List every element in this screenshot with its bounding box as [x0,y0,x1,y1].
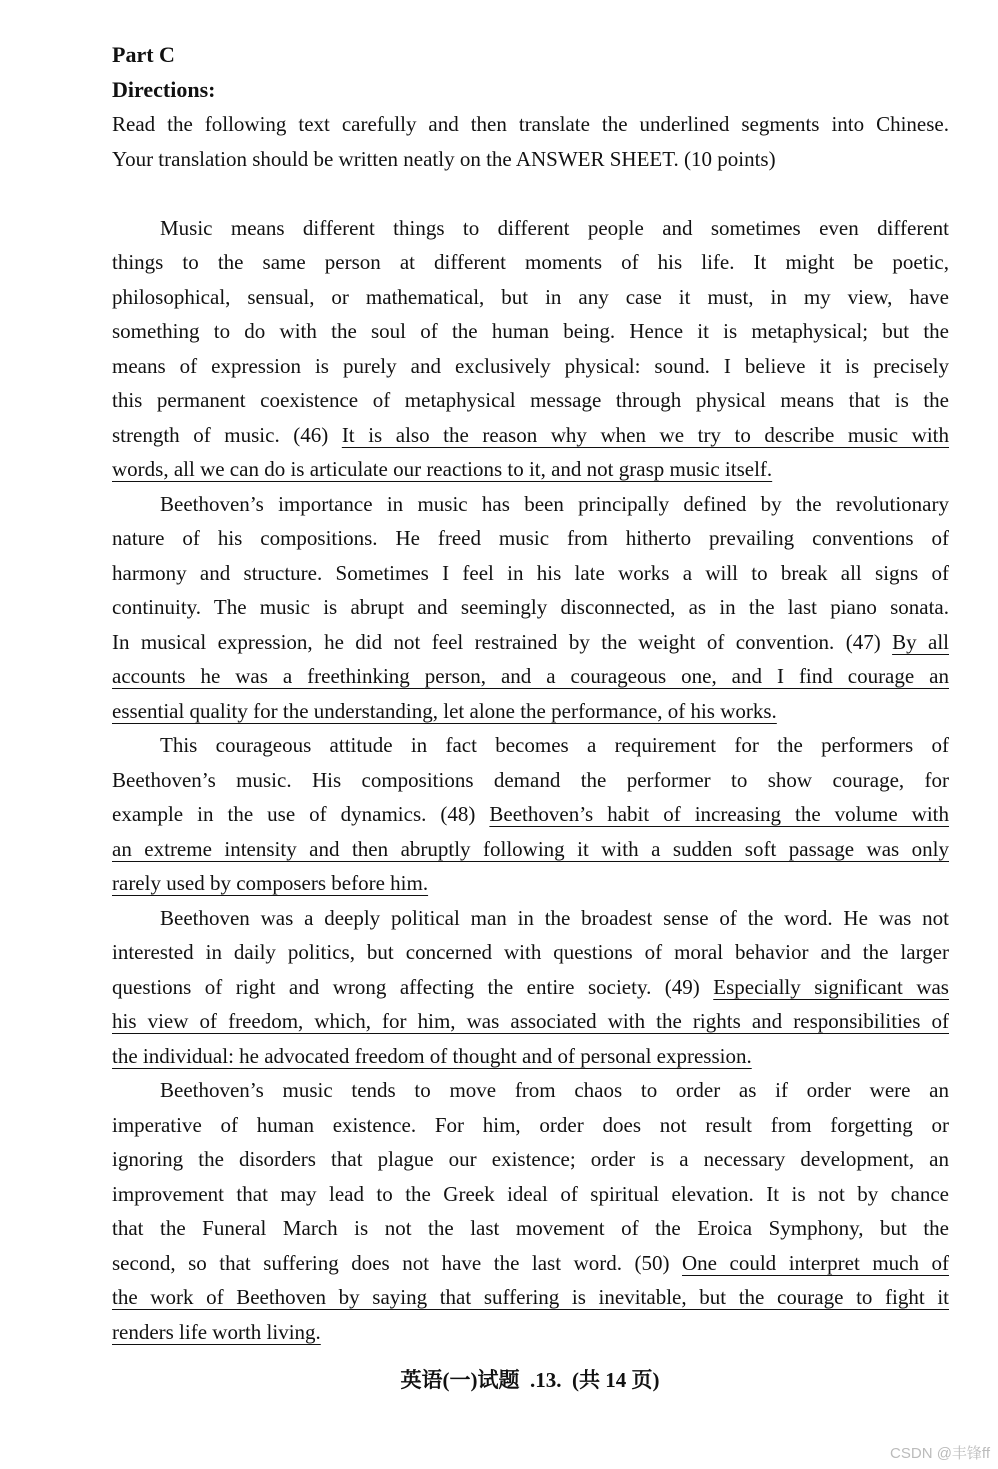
plain-text: Beethoven’s music tends to move from chaos to order as if order were an [160,1078,949,1102]
underlined-segment: Especially significant was [713,974,949,999]
plain-text: nature of his compositions. He freed music from hitherto prevailing conventions of [112,526,949,550]
underlined-segment: the work of Beethoven by saying that suffering is inevitable, but the courage to fight it [112,1285,949,1309]
text-line [112,935,949,970]
part-heading: Part C [112,42,175,67]
underlined-segment: renders life worth living. [112,1319,321,1344]
plain-text: second, so that suffering does not have the last word. (50) [112,1250,683,1275]
plain-text: In musical expression, he did not feel restrained by the weight of convention. (47) [112,629,893,654]
plain-text: means of expression is purely and exclusively physical: sound. I believe it is precisely [112,353,949,378]
text-line [112,625,949,660]
text-line [112,245,949,280]
plain-text: ignoring the disorders that plague our existence; order is a necessary development, an [112,1147,949,1171]
underlined-segment: accounts he was a freethinking person, and a courageous one, and I find courage an [112,664,949,688]
text-line [112,1280,949,1315]
plain-text: Music means different things to different people and sometimes even different [160,215,949,240]
directions-line: Your translation should be written neatly on the ANSWER SHEET. (10 points) [112,146,776,171]
text-line [112,1246,949,1281]
underlined-segment: rarely used by composers before him. [112,871,429,895]
text-line [112,349,949,384]
underlined-segment: One could interpret much of [682,1250,949,1275]
text-line [112,314,949,349]
paragraph [112,728,949,901]
plain-text: Beethoven’s importance in music has been principally defined by the revolutionary [160,491,949,516]
directions-line: Read the following text carefully and then translate the underlined segments into Chinese. [112,112,949,136]
text-line [112,866,949,901]
text-line [112,1004,949,1039]
text-line [112,1073,949,1108]
text-line [112,797,949,832]
text-line [112,1211,949,1246]
paragraph [112,211,949,487]
page-footer: 英语(一)试题 .13. (共 14 页) [400,1368,660,1392]
text-line [112,1039,949,1074]
text-line [112,728,949,763]
underlined-segment: his view of freedom, which, for him, was associated with the rights and responsibilities of [112,1009,949,1033]
plain-text: example in the use of dynamics. (48) [112,802,490,826]
underlined-segment: essential quality for the understanding, let alone the performance, of his works. [112,698,777,723]
text-line [112,383,949,418]
plain-text: this permanent coexistence of metaphysical message through physical means that is the [112,388,949,412]
plain-text: Beethoven’s music. His compositions demand the performer to show courage, for [112,767,949,792]
underlined-segment: By all [892,629,949,654]
text-line [112,590,949,625]
text-line [112,763,949,798]
text-line [112,1177,949,1212]
plain-text: something to do with the soul of the human being. Hence it is metaphysical; but the [112,319,949,343]
plain-text: imperative of human existence. For him, order does not result from forgetting or [112,1112,949,1137]
paragraph [112,487,949,729]
plain-text: philosophical, sensual, or mathematical, but in any case it must, in my view, have [112,284,949,309]
plain-text: improvement that may lead to the Greek ideal of spiritual elevation. It is not by chance [112,1181,949,1206]
text-line [112,970,949,1005]
plain-text: harmony and structure. Sometimes I feel in his late works a will to break all signs of [112,560,949,585]
plain-text: interested in daily politics, but concerned with questions of moral behavior and the larger [112,940,949,964]
plain-text: continuity. The music is abrupt and seemingly disconnected, as in the last piano sonata. [112,595,949,619]
plain-text: questions of right and wrong affecting the entire society. (49) [112,974,714,999]
underlined-segment: the individual: he advocated freedom of thought and of personal expression. [112,1043,752,1068]
exam-page [112,38,949,1349]
text-line [112,556,949,591]
text-line [112,1108,949,1143]
text-line [112,521,949,556]
text-line [112,1315,949,1350]
plain-text: that the Funeral March is not the last movement of the Eroica Symphony, but the [112,1216,949,1240]
plain-text: things to the same person at different moments of his life. It might be poetic, [112,250,949,274]
text-line [112,452,949,487]
text-line [112,901,949,936]
underlined-segment: words, all we can do is articulate our reactions to it, and not grasp music itself. [112,457,773,481]
passage [112,211,949,1350]
underlined-segment: Beethoven’s habit of increasing the volume with [489,802,950,826]
text-line [112,418,949,453]
paragraph [112,1073,949,1349]
plain-text: Beethoven was a deeply political man in the broadest sense of the word. He was not [160,905,949,930]
underlined-segment: It is also the reason why when we try to describe music with [341,422,949,447]
directions-label: Directions: [112,76,216,102]
watermark: CSDN @丰锋ff [890,1445,990,1462]
text-line [112,832,949,867]
text-line [112,694,949,729]
plain-text: strength of music. (46) [112,422,342,447]
text-line [112,659,949,694]
text-line [112,211,949,246]
text-line [112,1142,949,1177]
paragraph [112,901,949,1074]
text-line [112,280,949,315]
underlined-segment: an extreme intensity and then abruptly following it with a sudden soft passage was only [112,836,949,861]
text-line [112,487,949,522]
plain-text: This courageous attitude in fact becomes a requirement for the performers of [160,733,949,757]
